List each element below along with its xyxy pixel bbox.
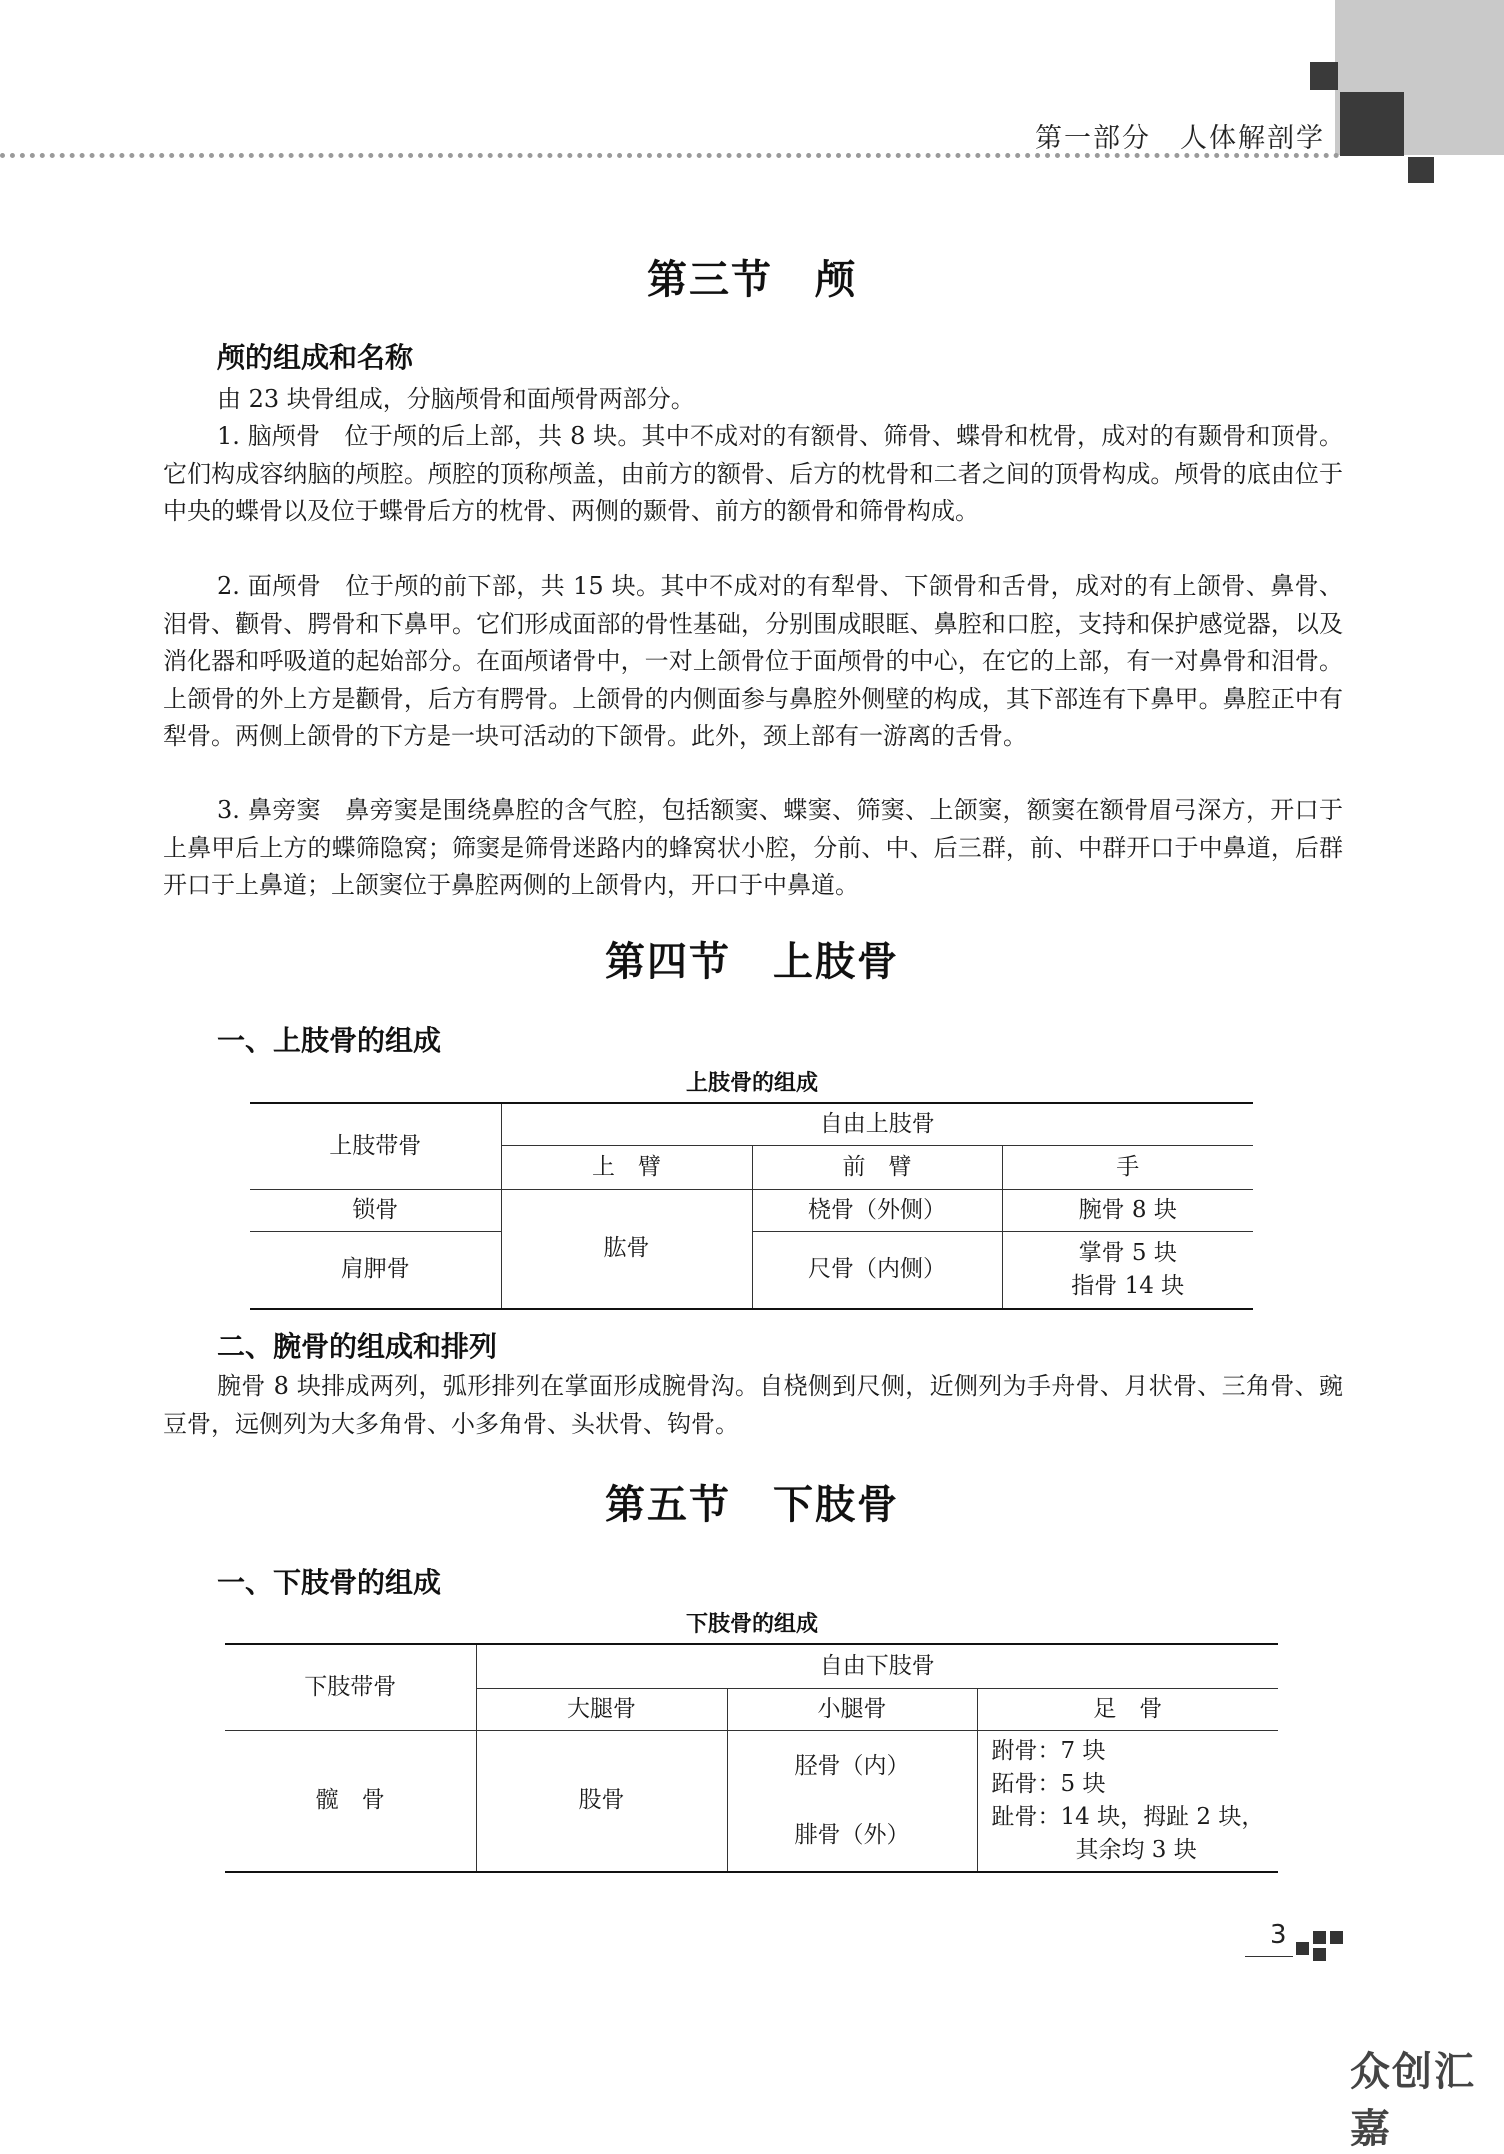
table-cell: 髋 骨 bbox=[225, 1730, 476, 1872]
page-number-underline bbox=[1245, 1956, 1293, 1957]
table-cell: 桡骨（外侧） bbox=[752, 1189, 1002, 1231]
page-square-decoration bbox=[1313, 1931, 1326, 1944]
cell-line: 指骨 14 块 bbox=[1071, 1272, 1185, 1299]
paragraph-paranasal-sinuses: 3. 鼻旁窦 鼻旁窦是围绕鼻腔的含气腔，包括额窦、蝶窦、筛窦、上颌窦，额窦在额骨眉弓深方，开口于上鼻甲后上方的蝶筛隐窝；筛窦是筛骨迷路内的蜂窝状小腔，分前、中、后三群，前、中群开口于中鼻道，后群开口于上鼻道；上颌窦位于鼻腔两侧的上颌骨内，开口于中鼻道。 bbox=[163, 796, 1343, 899]
paragraph-skull-intro: 由 23 块骨组成，分脑颅骨和面颅骨两部分。 bbox=[217, 385, 695, 413]
upper-limb-table bbox=[250, 1102, 1253, 1310]
table-cell: 肱骨 bbox=[501, 1189, 752, 1309]
header-cell: 前 臂 bbox=[752, 1145, 1002, 1189]
cell-line: 掌骨 5 块 bbox=[1078, 1239, 1177, 1266]
watermark-logo-text: 众创汇嘉 bbox=[1350, 2049, 1476, 2152]
section-title-upper-limb: 第四节 上肢骨 bbox=[605, 939, 899, 985]
subheading-skull-composition: 颅的组成和名称 bbox=[217, 341, 414, 374]
cell-line: 腓骨（外） bbox=[794, 1821, 910, 1848]
section-title-skull: 第三节 颅 bbox=[647, 257, 857, 303]
table-cell: 尺骨（内侧） bbox=[752, 1231, 1002, 1309]
table-cell bbox=[977, 1730, 1278, 1872]
running-header: 第一部分 人体解剖学 bbox=[1035, 123, 1325, 154]
cell-line: 跖骨：5 块 bbox=[991, 1770, 1106, 1797]
page-square-decoration bbox=[1313, 1948, 1326, 1961]
page-number: 3 bbox=[1270, 1920, 1287, 1950]
subheading-carpal-bones: 二、腕骨的组成和排列 bbox=[217, 1330, 498, 1363]
paragraph-carpal-bones: 腕骨 8 块排成两列，弧形排列在掌面形成腕骨沟。自桡侧到尺侧，近侧列为手舟骨、月状骨、三角骨、豌豆骨，远侧列为大多角骨、小多角骨、头状骨、钩骨。 bbox=[163, 1372, 1343, 1438]
table-cell bbox=[727, 1730, 977, 1872]
header-cell: 小腿骨 bbox=[727, 1688, 977, 1730]
table-cell: 肩胛骨 bbox=[250, 1231, 501, 1309]
header-cell: 大腿骨 bbox=[476, 1688, 727, 1730]
page-square-decoration bbox=[1296, 1942, 1309, 1955]
header-square-decoration bbox=[1408, 157, 1434, 183]
subheading-upper-limb-composition: 一、上肢骨的组成 bbox=[217, 1024, 442, 1057]
subheading-lower-limb-composition: 一、下肢骨的组成 bbox=[217, 1566, 442, 1599]
cell-line: 趾骨：14 块，拇趾 2 块， bbox=[991, 1803, 1265, 1830]
table-cell bbox=[1002, 1231, 1253, 1309]
table-caption-lower-limb: 下肢骨的组成 bbox=[685, 1612, 818, 1637]
header-square-decoration bbox=[1310, 62, 1338, 90]
cell-line: 跗骨：7 块 bbox=[991, 1737, 1106, 1764]
header-cell: 上肢带骨 bbox=[250, 1103, 501, 1189]
paragraph-facial-bones: 2. 面颅骨 位于颅的前下部，共 15 块。其中不成对的有犁骨、下颌骨和舌骨，成对的有上颌骨、鼻骨、泪骨、颧骨、腭骨和下鼻甲。它们形成面部的骨性基础，分别围成眼眶、鼻腔和口腔，支持和保护感觉器，以及消化器和呼吸道的起始部分。在面颅诸骨中，一对上颌骨位于面颅骨的中心，在它的上部，有一对鼻骨和泪骨。上颌骨的外上方是颧骨，后方有腭骨。上颌骨的内侧面参与鼻腔外侧壁的构成，其下部连有下鼻甲。鼻腔正中有犁骨。两侧上颌骨的下方是一块可活动的下颌骨。此外，颈上部有一游离的舌骨。 bbox=[163, 572, 1343, 750]
header-cell: 自由下肢骨 bbox=[476, 1644, 1278, 1688]
table-cell: 锁骨 bbox=[250, 1189, 501, 1231]
paragraph-cranial-bones: 1. 脑颅骨 位于颅的后上部，共 8 块。其中不成对的有额骨、筛骨、蝶骨和枕骨，成对的有颞骨和顶骨。它们构成容纳脑的颅腔。颅腔的顶称颅盖，由前方的额骨、后方的枕骨和二者之间的顶骨构成。颅骨的底由位于中央的蝶骨以及位于蝶骨后方的枕骨、两侧的颞骨、前方的额骨和筛骨构成。 bbox=[163, 422, 1343, 525]
section-title-lower-limb: 第五节 下肢骨 bbox=[605, 1482, 899, 1528]
header-cell: 足 骨 bbox=[977, 1688, 1278, 1730]
table-cell: 股骨 bbox=[476, 1730, 727, 1872]
lower-limb-table bbox=[225, 1643, 1278, 1873]
cell-line: 其余均 3 块 bbox=[1075, 1836, 1197, 1863]
table-cell: 腕骨 8 块 bbox=[1002, 1189, 1253, 1231]
header-cell: 自由上肢骨 bbox=[501, 1103, 1253, 1145]
page-square-decoration bbox=[1330, 1931, 1343, 1944]
cell-line: 胫骨（内） bbox=[794, 1752, 910, 1779]
header-cell: 手 bbox=[1002, 1145, 1253, 1189]
header-cell: 上 臂 bbox=[501, 1145, 752, 1189]
table-caption-upper-limb: 上肢骨的组成 bbox=[685, 1071, 818, 1096]
header-cell: 下肢带骨 bbox=[225, 1644, 476, 1730]
header-square-decoration bbox=[1340, 92, 1404, 156]
